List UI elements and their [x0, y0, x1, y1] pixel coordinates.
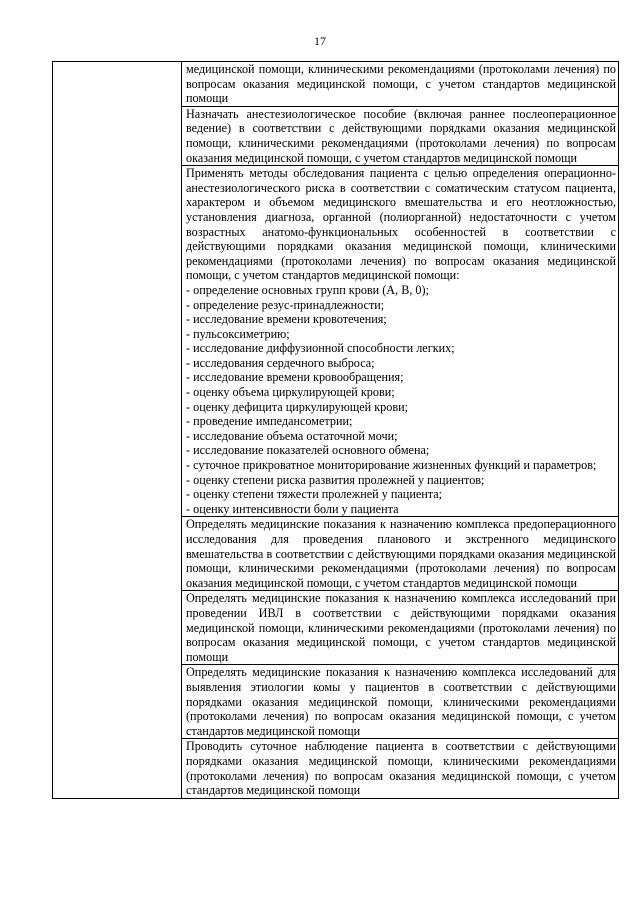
row-intro-text: Применять методы обследования пациента с целью определения операционно-анестезиологического риска в соответствии с соматическим статусом пациента, характером и объемом медицинского вмешательства и его неотложностью, установления диагноза, органной (полиорганной) недостаточности с учетом возрастных анатомо-функциональных особенностей в соответствии с действующими порядками оказания медицинской помощи, клиническими рекомендациями (протоколами лечения) по вопросам оказания медицинской помощи, с учетом стандартов медицинской помощи:: [186, 166, 616, 283]
table-cell: [182, 166, 619, 517]
exam-methods-block: [182, 166, 618, 516]
list-item: - исследование времени кровообращения;: [186, 370, 404, 385]
table-cell: [182, 106, 619, 165]
row-text: Определять медицинские показания к назначению комплекса исследований для выявления этиологии комы у пациентов в соответствии с действующими порядками оказания медицинской помощи, клиническими рекомендациями (протоколами лечения) по вопросам оказания медицинской помощи, с учетом стандартов медицинской помощи: [186, 665, 616, 738]
list-item: - суточное прикроватное мониторирование жизненных функций и параметров;: [186, 458, 597, 473]
table-row: [53, 62, 619, 107]
list-item: - оценку объема циркулирующей крови;: [186, 385, 395, 400]
list-item: - оценку степени риска развития пролежней у пациентов;: [186, 472, 485, 487]
row-text: Назначать анестезиологическое пособие (включая раннее послеоперационное ведение) в соответствии с действующими порядками оказания медицинской помощи, клиническими рекомендациями (протоколами лечения) по вопросам оказания медицинской помощи, с учетом стандартов медицинской помощи: [186, 106, 616, 165]
list-item: - исследование показателей основного обмена;: [186, 443, 430, 458]
list-item: - пульсоксиметрию;: [186, 326, 290, 341]
list-item: - исследование времени кровотечения;: [186, 312, 387, 327]
list-item: - проведение импедансометрии;: [186, 414, 353, 429]
list-item: - оценку интенсивности боли у пациента: [186, 501, 399, 516]
table-left-column-cell: [53, 62, 182, 799]
table-cell: [182, 665, 619, 739]
list-item: - оценку степени тяжести пролежней у пациента;: [186, 487, 443, 502]
list-item: - исследование объема остаточной мочи;: [186, 428, 398, 443]
table-cell: [182, 739, 619, 798]
row-text: медицинской помощи, клиническими рекомендациями (протоколами лечения) по вопросам оказания медицинской помощи, с учетом стандартов медицинской помощи: [186, 62, 616, 106]
list-item: - исследования сердечного выброса;: [186, 355, 375, 370]
table-cell: [182, 517, 619, 591]
table-cell: [182, 591, 619, 665]
page-number: 17: [314, 34, 326, 48]
row-text: Определять медицинские показания к назначению комплекса исследований при проведении ИВЛ в соответствии с действующими порядками оказания медицинской помощи, клиническими рекомендациями (протоколами лечения) по вопросам оказания медицинской помощи, с учетом стандартов медицинской помощи: [186, 591, 616, 664]
list-item: - исследование диффузионной способности легких;: [186, 341, 455, 356]
list-item: - оценку дефицита циркулирующей крови;: [186, 399, 409, 414]
competency-table: [52, 61, 619, 799]
list-item: - определение резус-принадлежности;: [186, 297, 385, 312]
row-text: Определять медицинские показания к назначению комплекса предоперационного исследования для проведения планового и экстренного медицинского вмешательства в соответствии с действующими порядками оказания медицинской помощи, клиническими рекомендациями (протоколами лечения) по вопросам оказания медицинской помощи, с учетом стандартов медицинской помощи: [186, 517, 616, 590]
table-cell: [182, 62, 619, 107]
row-text: Проводить суточное наблюдение пациента в соответствии с действующими порядками оказания медицинской помощи, клиническими рекомендациями (протоколами лечения) по вопросам оказания медицинской помощи, с учетом стандартов медицинской помощи: [186, 739, 616, 798]
list-item: - определение основных групп крови (A, B, 0);: [186, 282, 429, 297]
